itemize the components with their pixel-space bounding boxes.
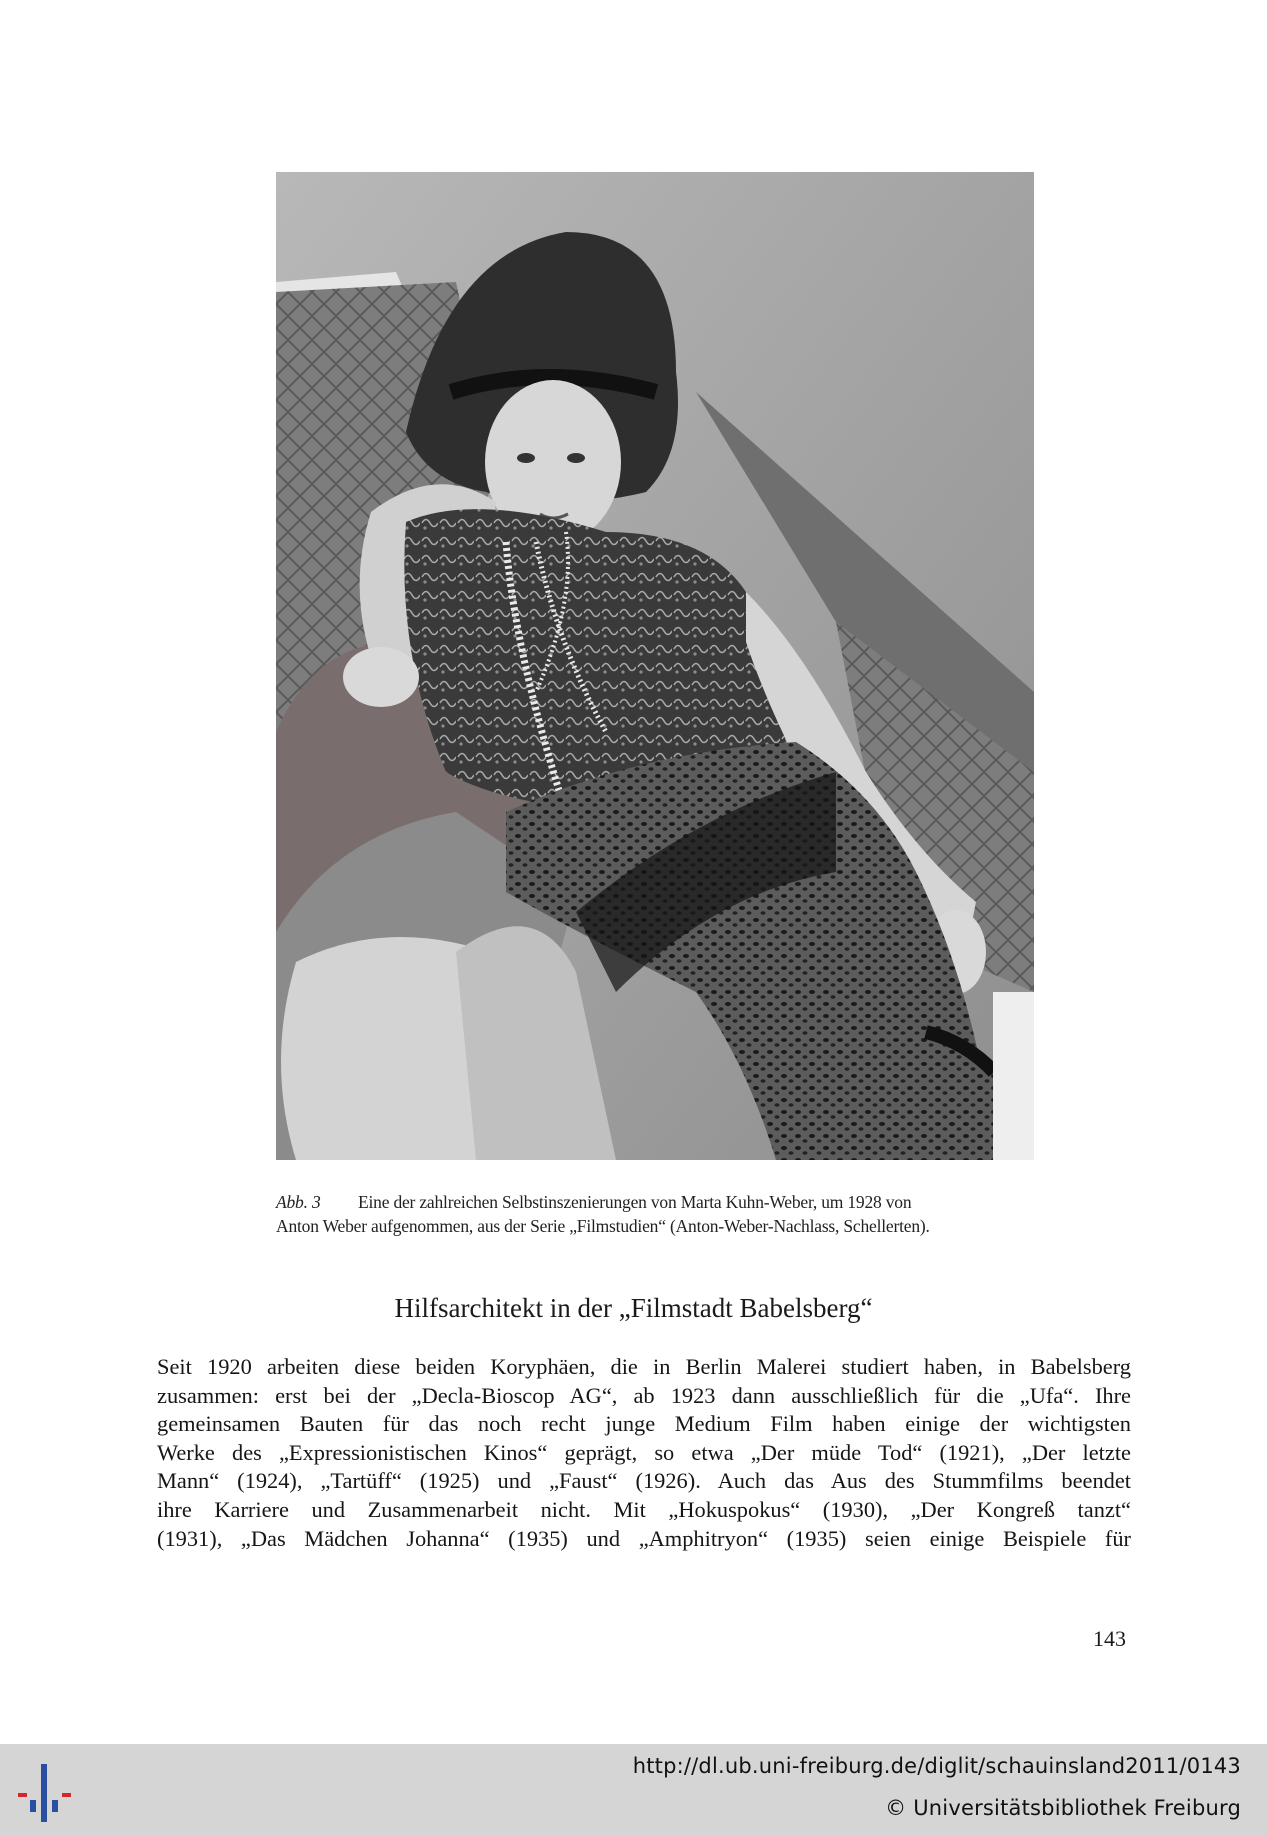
body-paragraph [157,1353,1131,1553]
body-line: zusammen: erst bei der „Decla-Bioscop AG“, ab 1923 dann ausschließlich für die „Ufa“. Ihre [157,1382,1131,1408]
photograph-image [276,172,1034,1160]
caption-line-1 [276,1190,1042,1214]
caption-text-1: Eine der zahlreichen Selbstinszenierungen von Marta Kuhn-Weber, um 1928 von [358,1192,912,1212]
body-line: ihre Karriere und Zusammenarbeit nicht. Mit „Hokuspokus“ (1930), „Der Kongreß tanzt“ [157,1496,1131,1522]
source-url[interactable]: http://dl.ub.uni-freiburg.de/diglit/schauinsland2011/0143 [632,1754,1241,1778]
body-line: (1931), „Das Mädchen Johanna“ (1935) und „Amphitryon“ (1935) seien einige Beispiele für [157,1525,1131,1551]
body-line: Werke des „Expressionistischen Kinos“ geprägt, so etwa „Der müde Tod“ (1921), „Der letzte [157,1439,1131,1465]
caption-text-2: Anton Weber aufgenommen, aus der Serie „Filmstudien“ (Anton-Weber-Nachlass, Schellerten). [276,1216,930,1236]
caption-label: Abb. 3 [276,1192,321,1212]
copyright-notice: © Universitätsbibliothek Freiburg [885,1796,1241,1820]
section-heading: Hilfsarchitekt in der „Filmstadt Babelsberg“ [394,1293,873,1323]
footer-bar [0,1744,1267,1836]
page-number: 143 [1093,1626,1126,1651]
body-line: Mann“ (1924), „Tartüff“ (1925) und „Faust“ (1926). Auch das Aus des Stummfilms beendet [157,1468,1131,1494]
photograph [276,172,1034,1160]
body-line: gemeinsamen Bauten für das noch recht junge Medium Film haben einige der wichtigsten [157,1411,1131,1437]
body-line: Seit 1920 arbeiten diese beiden Koryphäen, die in Berlin Malerei studiert haben, in Babelsberg [157,1354,1131,1379]
ub-freiburg-logo-icon [14,1760,78,1824]
figure-caption [276,1190,1042,1238]
